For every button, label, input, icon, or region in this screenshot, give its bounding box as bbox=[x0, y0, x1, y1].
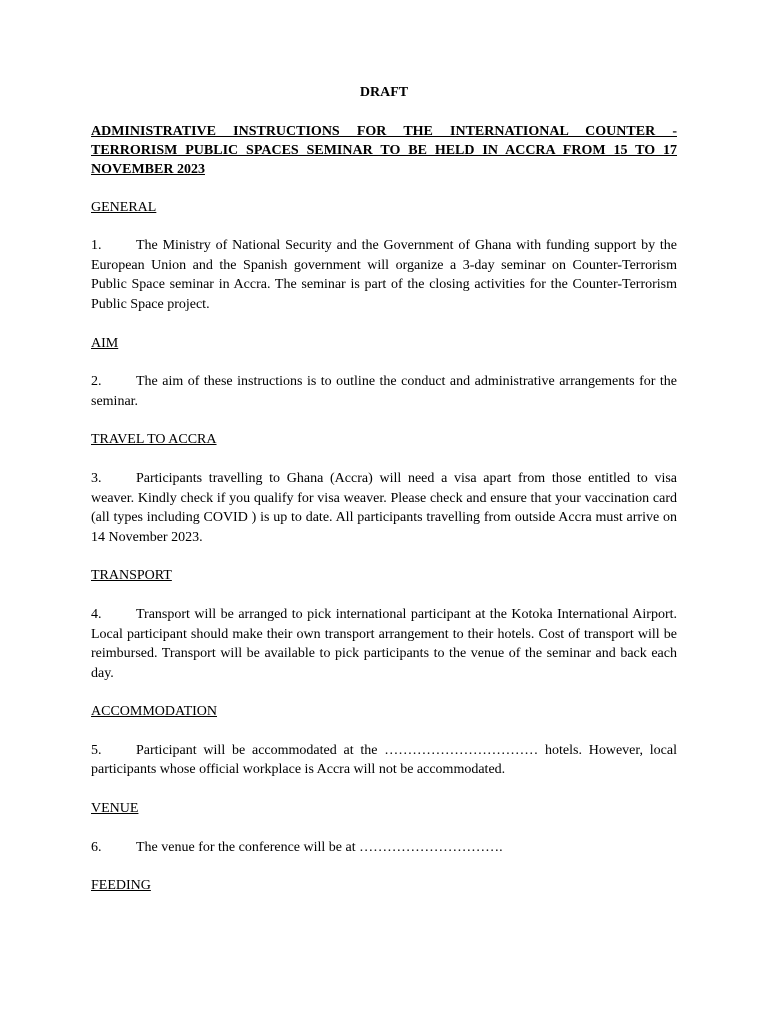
paragraph-4 bbox=[91, 605, 677, 683]
paragraph-text: Transport will be arranged to pick international participant at the Kotoka International Airport. Local participant should make their own transport arrangement to their hotels. Cost of transport will be reimbursed. Transport will be available to pick participants to the venue of the seminar and back each day. bbox=[91, 606, 677, 681]
document-page bbox=[91, 83, 677, 896]
paragraph-text: The venue for the conference will be at …………………………. bbox=[136, 839, 503, 855]
paragraph-text: Participant will be accommodated at the …………………………… hotels. However, local participants whose official workplace is Accra will not be accommodated. bbox=[91, 742, 677, 778]
paragraph-number: 5. bbox=[91, 742, 102, 758]
section-title-venue: VENUE bbox=[91, 801, 139, 817]
paragraph-text: The Ministry of National Security and the Government of Ghana with funding support by the European Union and the Spanish government will organize a 3-day seminar on Counter-Terrorism Public Space seminar in Accra. The seminar is part of the closing activities for the Counter-Terrorism Public Space project. bbox=[91, 238, 677, 312]
section-title-transport: TRANSPORT bbox=[91, 568, 172, 584]
paragraph-number: 3. bbox=[91, 470, 102, 486]
paragraph-1 bbox=[91, 236, 677, 314]
section-title-accommodation: ACCOMMODATION bbox=[91, 704, 218, 720]
paragraph-number: 6. bbox=[91, 839, 102, 855]
section-title-feeding: FEEDING bbox=[91, 878, 151, 894]
paragraph-3 bbox=[91, 469, 677, 547]
paragraph-number: 4. bbox=[91, 606, 102, 622]
paragraph-2 bbox=[91, 372, 677, 411]
paragraph-text: The aim of these instructions is to outline the conduct and administrative arrangements for the seminar. bbox=[91, 374, 677, 409]
draft-title: DRAFT bbox=[359, 85, 409, 100]
section-title-general: GENERAL bbox=[91, 199, 157, 215]
paragraph-number: 2. bbox=[91, 374, 102, 390]
document-heading: ADMINISTRATIVE INSTRUCTIONS FOR THE INTERNATIONAL COUNTER - TERRORISM PUBLIC SPACES SEMINAR TO BE HELD IN ACCRA FROM 15 TO 17 NOVEMBER 2023 bbox=[91, 123, 677, 177]
paragraph-6 bbox=[91, 838, 677, 858]
paragraph-5 bbox=[91, 741, 677, 780]
section-title-aim: AIM bbox=[91, 335, 119, 351]
paragraph-number: 1. bbox=[91, 238, 102, 254]
section-title-travel: TRAVEL TO ACCRA bbox=[91, 432, 217, 448]
paragraph-text: Participants travelling to Ghana (Accra) will need a visa apart from those entitled to visa weaver. Kindly check if you qualify for visa weaver. Please check and ensure that your vaccination card (all types including COVID ) is up to date. All participants travelling from outside Accra must arrive on 14 November 2023. bbox=[91, 470, 677, 545]
